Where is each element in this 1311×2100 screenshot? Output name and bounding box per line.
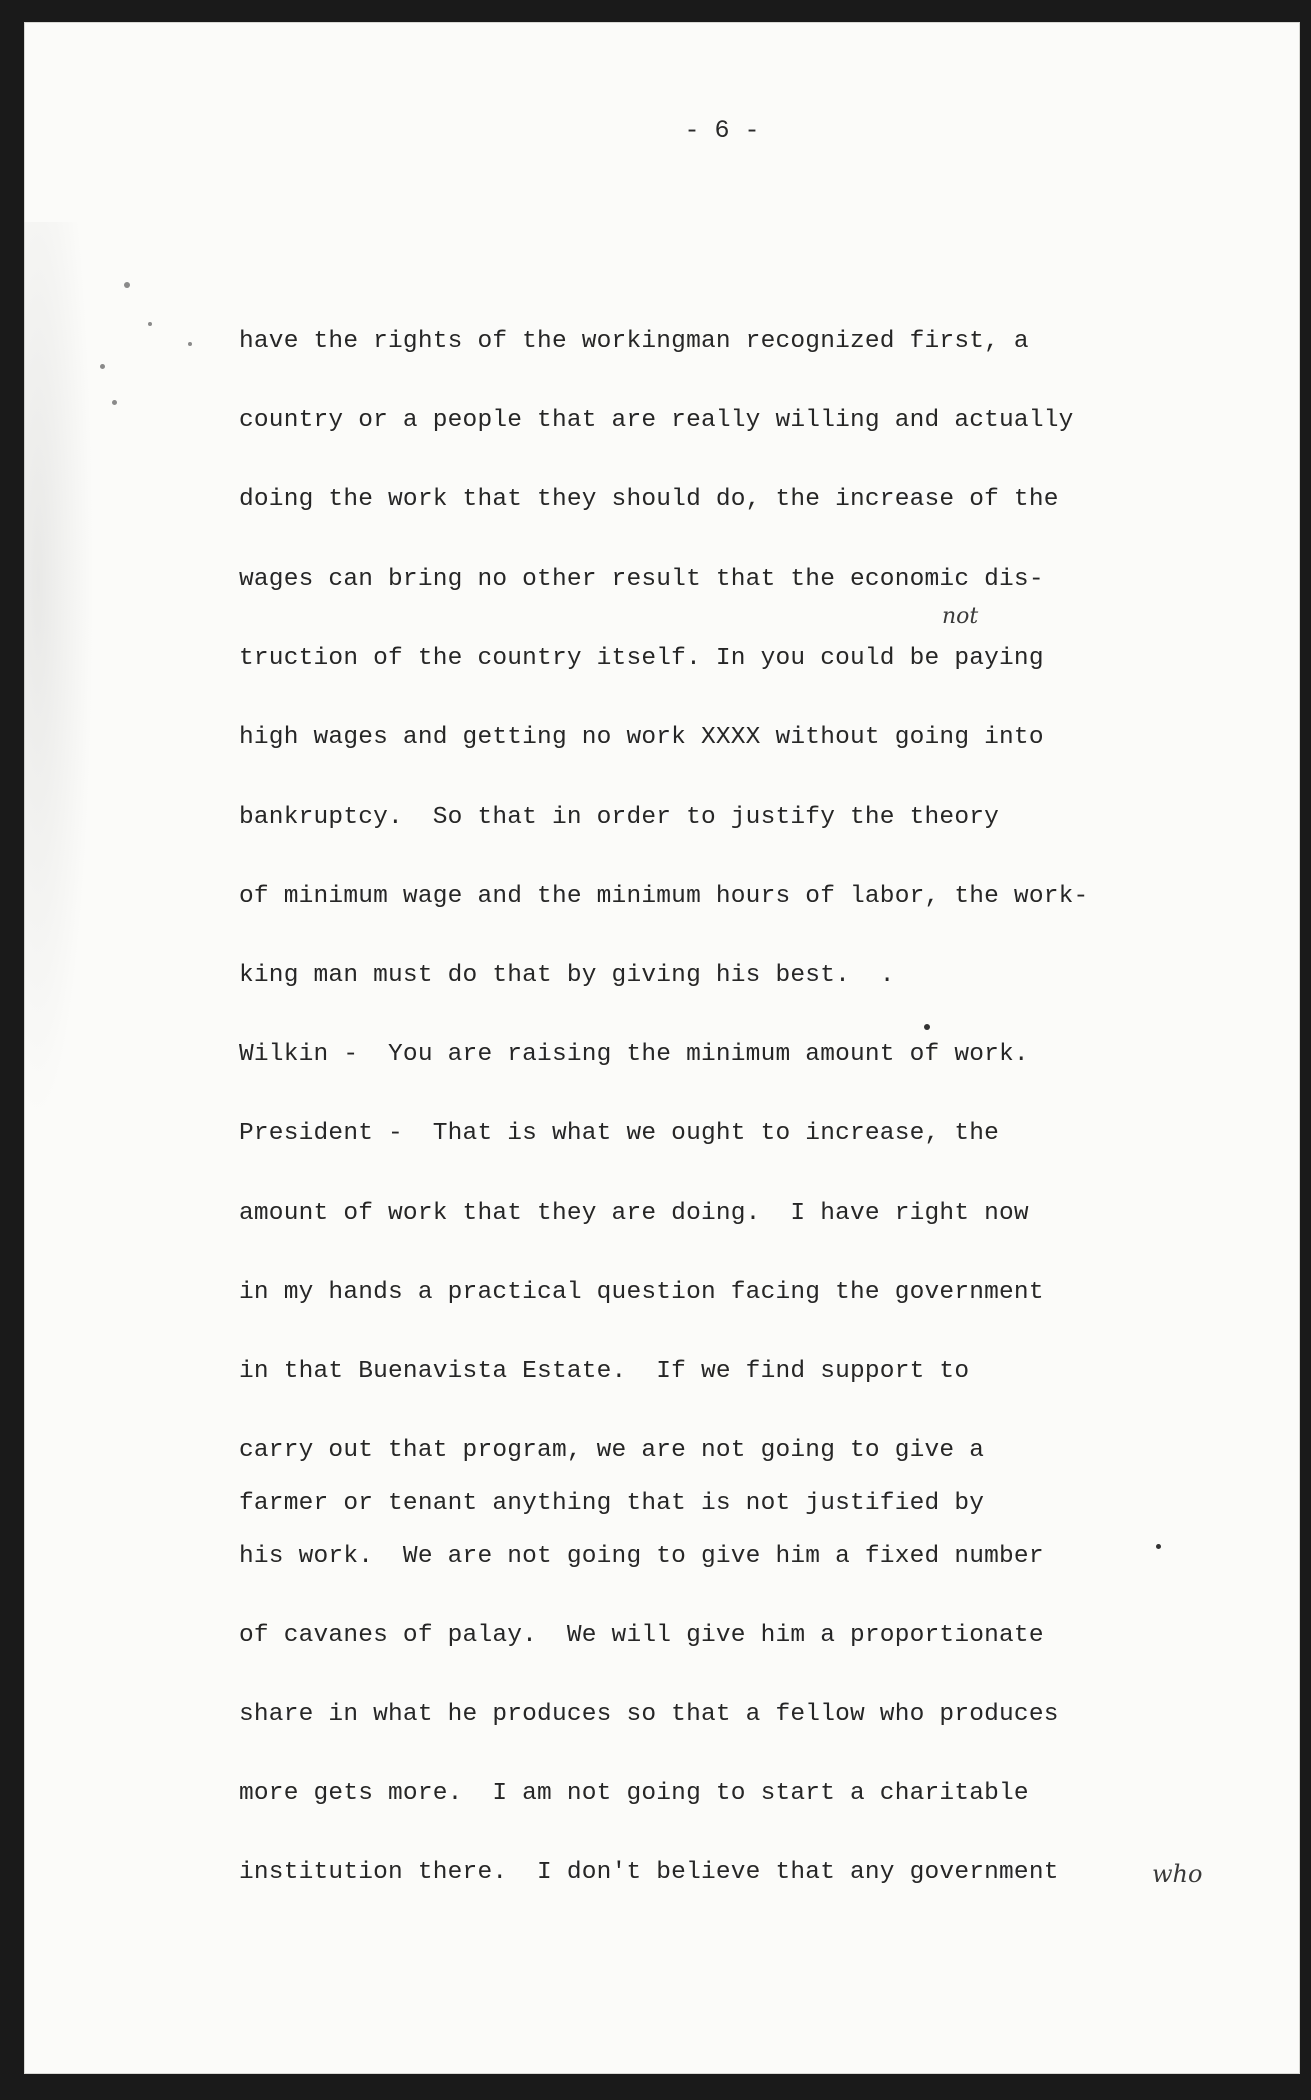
scan-speck: [924, 1024, 930, 1030]
text-line: of cavanes of palay. We will give him a proportionate: [239, 1622, 1044, 1649]
scan-speck: [1156, 1544, 1161, 1549]
text-line: Wilkin - You are raising the minimum amount of work.: [239, 1041, 1029, 1068]
text-line: of minimum wage and the minimum hours of labor, the work-: [239, 883, 1089, 910]
scan-smudge: [24, 222, 94, 1122]
scan-speck: [124, 282, 130, 288]
text-line: carry out that program, we are not going to give a: [239, 1437, 985, 1464]
text-line: bankruptcy. So that in order to justify the theory: [239, 804, 1000, 831]
text-line: in my hands a practical question facing the government: [239, 1279, 1044, 1306]
handwritten-insert-not: not: [942, 604, 979, 629]
text-line: President - That is what we ought to increase, the: [239, 1120, 1000, 1147]
text-line: king man must do that by giving his best. .: [239, 962, 895, 989]
scan-speck: [148, 322, 152, 326]
text-line: truction of the country itself. In you could be paying: [239, 645, 1044, 672]
text-line: have the rights of the workingman recognized first, a: [239, 328, 1029, 355]
text-line: wages can bring no other result that the economic dis-: [239, 566, 1044, 593]
text-line: farmer or tenant anything that is not justified by: [239, 1490, 985, 1517]
text-line: in that Buenavista Estate. If we find support to: [239, 1358, 970, 1385]
text-line: more gets more. I am not going to start a charitable: [239, 1780, 1029, 1807]
page-number: - 6 -: [684, 116, 760, 145]
text-line: institution there. I don't believe that any government: [239, 1859, 1059, 1886]
document-page: [24, 22, 1300, 2074]
text-line: his work. We are not going to give him a fixed number: [239, 1543, 1044, 1570]
text-line: country or a people that are really willing and actually: [239, 407, 1074, 434]
text-line: high wages and getting no work XXXX without going into: [239, 724, 1044, 751]
text-line: share in what he produces so that a fellow who produces: [239, 1701, 1059, 1728]
handwritten-margin-who: who: [1152, 1860, 1203, 1888]
scan-speck: [100, 364, 105, 369]
text-line: amount of work that they are doing. I have right now: [239, 1200, 1029, 1227]
text-line: doing the work that they should do, the increase of the: [239, 486, 1059, 513]
scan-speck: [188, 342, 192, 346]
scan-speck: [112, 400, 117, 405]
